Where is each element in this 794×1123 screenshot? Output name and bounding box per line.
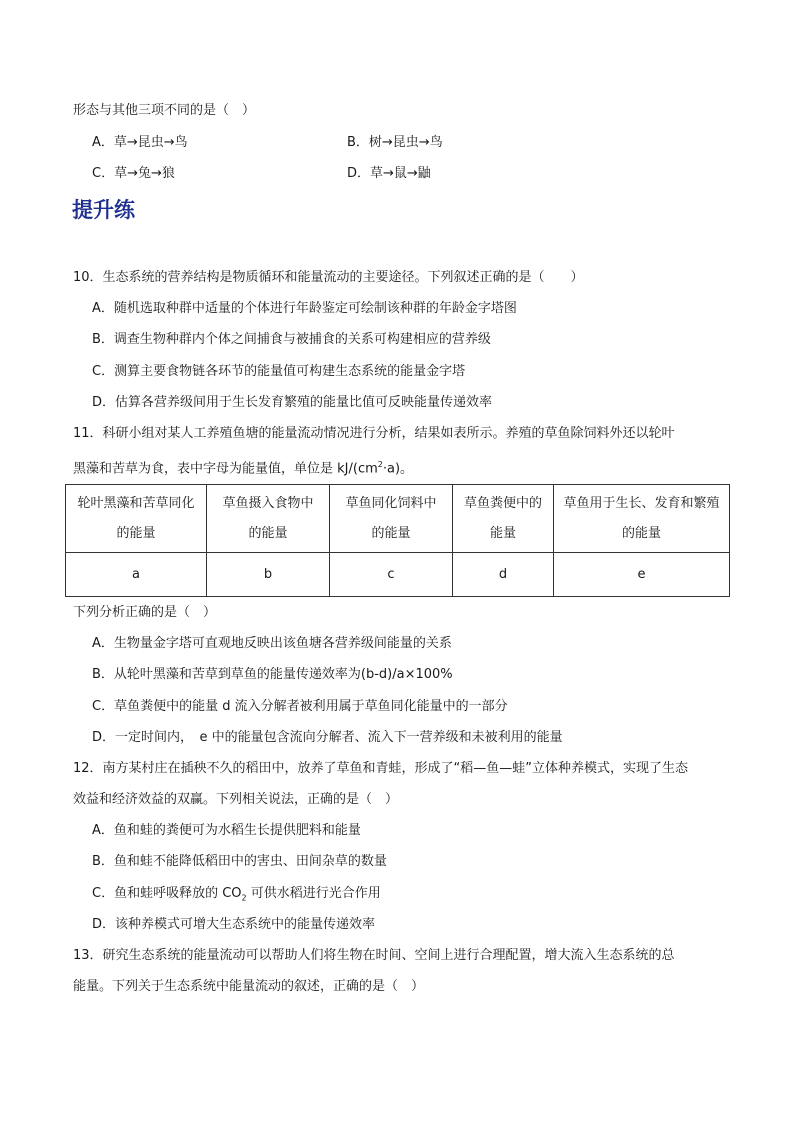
q10-stem: 10．生态系统的营养结构是物质循环和能量流动的主要途径。下列叙述正确的是（ ） [73,270,584,285]
q9-option-a: A．草→昆虫→鸟 [92,135,188,150]
q12-option-b: B．鱼和蛙不能降低稻田中的害虫、田间杂草的数量 [92,854,387,869]
q11-stem-line1: 11．科研小组对某人工养殖鱼塘的能量流动情况进行分析，结果如表所示。养殖的草鱼除饲料外还以轮叶 [73,426,675,441]
q12-option-d: D．该种养模式可增大生态系统中的能量传递效率 [92,917,376,932]
q12-stem-line1: 12．南方某村庄在插秧不久的稻田中，放养了草鱼和青蛙，形成了“稻—鱼—蛙”立体种养模式，实现了生态 [73,761,689,776]
q12-stem-line2: 效益和经济效益的双赢。下列相关说法，正确的是（ ） [73,792,399,807]
table-row [66,553,730,597]
q11-option-a: A．生物量金字塔可直观地反映出该鱼塘各营养级间能量的关系 [92,636,452,651]
q13-stem-line2: 能量。下列关于生态系统中能量流动的叙述，正确的是（ ） [73,979,425,994]
section-title: 提升练 [72,198,135,222]
q12-option-a: A．鱼和蛙的粪便可为水稻生长提供肥料和能量 [92,823,361,838]
q13-stem-line1: 13．研究生态系统的能量流动可以帮助人们将生物在时间、空间上进行合理配置，增大流入生态系统的总 [73,948,675,963]
q11-option-b: B．从轮叶黑藻和苦草到草鱼的能量传递效率为(b-d)/a×100% [92,667,453,682]
q9-option-b: B．树→昆虫→鸟 [347,135,443,150]
table-header-cell: 草鱼粪便中的 能量 [453,485,554,553]
table-cell: e [554,553,730,597]
q10-option-b: B．调查生物种群内个体之间捕食与被捕食的关系可构建相应的营养级 [92,332,491,347]
table-header-row [66,485,730,553]
q9-option-c: C．草→兔→狼 [92,166,175,181]
q10-option-d: D．估算各营养级间用于生长发育繁殖的能量比值可反映能量传递效率 [92,395,493,410]
table-header-cell: 草鱼同化饲料中 的能量 [330,485,453,553]
q11-prompt: 下列分析正确的是（ ） [73,605,217,620]
q10-option-c: C．测算主要食物链各环节的能量值可构建生态系统的能量金字塔 [92,364,466,379]
table-cell: b [207,553,330,597]
table-header-cell: 草鱼摄入食物中 的能量 [207,485,330,553]
q10-option-a: A．随机选取种群中适量的个体进行年龄鉴定可绘制该种群的年龄金字塔图 [92,301,517,316]
table-header-cell: 草鱼用于生长、发育和繁殖 的能量 [554,485,730,553]
table-cell: c [330,553,453,597]
q11-option-c: C．草鱼粪便中的能量 d 流入分解者被利用属于草鱼同化能量中的一部分 [92,699,508,714]
table-cell: d [453,553,554,597]
q11-option-d: D．一定时间内， e 中的能量包含流向分解者、流入下一营养级和未被利用的能量 [92,730,563,745]
q9-option-d: D．草→鼠→鼬 [347,166,431,181]
q12-option-c: C．鱼和蛙呼吸释放的 $CO_2$ 可供水稻进行光合作用 [92,886,381,903]
q11-stem-line2: 黑藻和苦草为食，表中字母为能量值，单位是 $kJ/(cm^2\cdot a)$。 [73,460,414,477]
table-cell: a [66,553,207,597]
energy-table [65,484,730,597]
table-header-cell: 轮叶黑藻和苦草同化 的能量 [66,485,207,553]
q9-stem-tail: 形态与其他三项不同的是（ ） [73,103,256,118]
